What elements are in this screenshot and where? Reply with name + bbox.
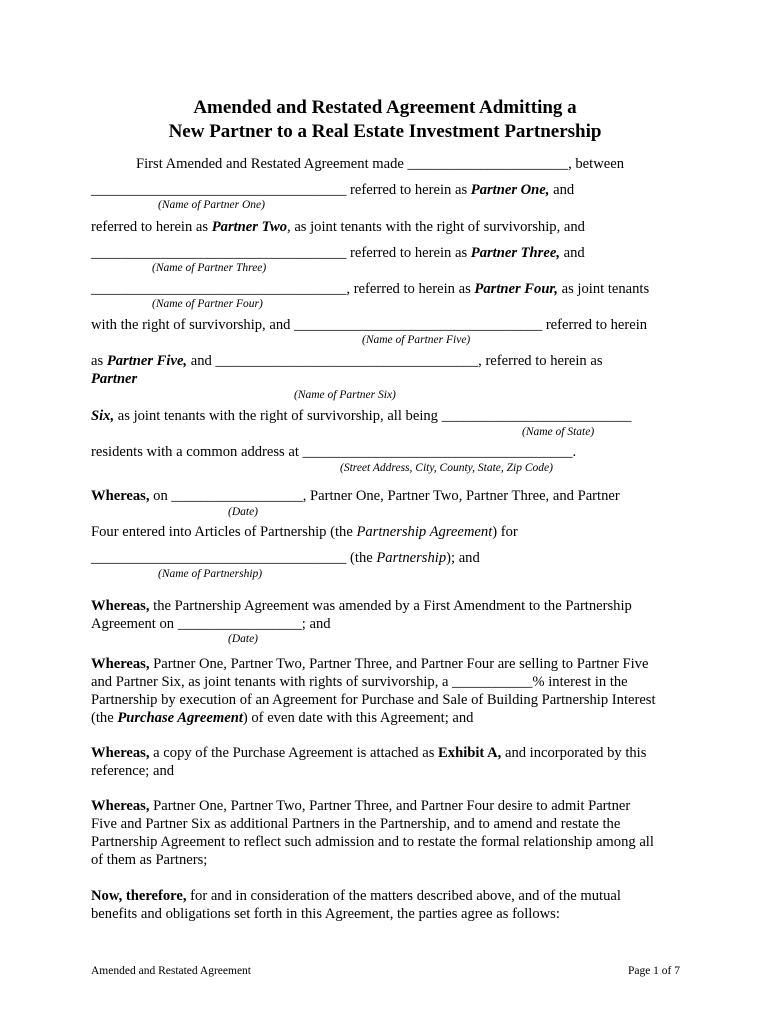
partner-three-blank: ___________________________________ <box>91 245 347 261</box>
whereas-3-line-3: Partnership by execution of an Agreement for Purchase and Sale of Building Partnership Interest <box>91 692 656 708</box>
now-therefore-line-2: benefits and obligations set forth in this Agreement, the parties agree as follows: <box>91 906 560 922</box>
whereas-5-line-1: Whereas, Partner One, Partner Two, Partner Three, and Partner Four desire to admit Partner <box>91 798 631 814</box>
partner-four-blank: ___________________________________ <box>91 281 347 297</box>
partner-six-caption: (Name of Partner Six) <box>294 389 396 401</box>
partner-five-term-line: as Partner Five, and ____________________________________, referred to herein as <box>91 353 603 369</box>
whereas-5-label: Whereas, <box>91 798 150 814</box>
partner-two-line: referred to herein as Partner Two, as joint tenants with the right of survivorship, and <box>91 219 585 235</box>
opening-line: First Amended and Restated Agreement made ______________________, between <box>136 156 624 172</box>
whereas-3-line-1: Whereas, Partner One, Partner Two, Partner Three, and Partner Four are selling to Partner Five <box>91 656 649 672</box>
partner-six-term: Six, <box>91 408 115 424</box>
whereas-2-line-2: Agreement on _________________; and <box>91 616 331 632</box>
partner-five-caption: (Name of Partner Five) <box>362 334 471 346</box>
address-blank: _____________________________________ <box>302 444 573 460</box>
partnership-term: Partnership <box>376 550 447 566</box>
partner-one-line: ___________________________________ referred to herein as Partner One, and <box>91 182 575 198</box>
whereas-2-line-1: Whereas, the Partnership Agreement was amended by a First Amendment to the Partnership <box>91 598 632 614</box>
footer-page-number: Page 1 of 7 <box>627 965 680 977</box>
partner-one-caption: (Name of Partner One) <box>158 199 265 211</box>
partner-two-term: Partner Two <box>211 219 288 235</box>
whereas-1-date-caption: (Date) <box>228 506 259 518</box>
partnership-name-blank: ___________________________________ <box>91 550 347 566</box>
address-caption: (Street Address, City, County, State, Zip Code) <box>340 462 553 474</box>
partner-three-term: Partner Three, <box>470 245 560 261</box>
partner-one-blank: ___________________________________ <box>91 182 347 198</box>
whereas-5-line-2: Five and Partner Six as additional Partners in the Partnership, and to amend and restate the <box>91 816 621 832</box>
now-therefore-line-1: Now, therefore, for and in consideration of the matters described above, and of the mutual <box>91 888 621 904</box>
whereas-3-label: Whereas, <box>91 656 150 672</box>
partner-four-term: Partner Four, <box>474 281 558 297</box>
partnership-agreement-term: Partnership Agreement <box>356 524 493 540</box>
whereas-4-label: Whereas, <box>91 745 150 761</box>
partner-one-term: Partner One, <box>470 182 550 198</box>
partner-three-caption: (Name of Partner Three) <box>152 262 267 274</box>
whereas-1-date-blank: __________________ <box>171 488 303 504</box>
now-therefore-label: Now, therefore, <box>91 888 187 904</box>
partner-word-line: Partner <box>91 371 138 387</box>
partner-six-line: Six, as joint tenants with the right of survivorship, all being __________________________ <box>91 408 632 424</box>
title-line-1: Amended and Restated Agreement Admitting a <box>193 97 577 118</box>
state-caption: (Name of State) <box>522 426 595 438</box>
residents-line: residents with a common address at _____________________________________. <box>91 444 577 460</box>
whereas-2-date-caption: (Date) <box>228 633 259 645</box>
title-line-2: New Partner to a Real Estate Investment Partnership <box>168 121 602 142</box>
partner-five-line: with the right of survivorship, and __________________________________ referred to herein <box>91 317 648 333</box>
footer-title: Amended and Restated Agreement <box>91 965 251 977</box>
whereas-5-line-3: Partnership Agreement to reflect such admission and to restate the formal relationship among all <box>91 834 654 850</box>
partner-five-blank: __________________________________ <box>294 317 543 333</box>
state-blank: __________________________ <box>441 408 632 424</box>
whereas-2-label: Whereas, <box>91 598 150 614</box>
purchase-agreement-term: Purchase Agreement <box>117 710 243 726</box>
whereas-1-line-3: ___________________________________ (the Partnership); and <box>91 550 480 566</box>
whereas-3-line-2: and Partner Six, as joint tenants with rights of survivorship, a ___________% interest in the <box>91 674 628 690</box>
partnership-caption: (Name of Partnership) <box>158 568 263 580</box>
whereas-3-line-4: (the Purchase Agreement) of even date with this Agreement; and <box>91 710 474 726</box>
whereas-4-line-2: reference; and <box>91 763 175 779</box>
whereas-1-label: Whereas, <box>91 488 150 504</box>
whereas-5-line-4: of them as Partners; <box>91 852 208 868</box>
partner-four-line: ___________________________________, referred to herein as Partner Four, as joint tenants <box>91 281 650 297</box>
whereas-1-line-1: Whereas, on __________________, Partner One, Partner Two, Partner Three, and Partner <box>91 488 620 504</box>
partner-six-blank: ____________________________________ <box>215 353 479 369</box>
partner-four-caption: (Name of Partner Four) <box>152 298 263 310</box>
partner-five-term: Partner Five, <box>106 353 188 369</box>
partner-three-line: ___________________________________ referred to herein as Partner Three, and <box>91 245 585 261</box>
exhibit-a-term: Exhibit A, <box>438 745 502 761</box>
whereas-1-line-2: Four entered into Articles of Partnership (the Partnership Agreement) for <box>91 524 518 540</box>
whereas-4-line-1: Whereas, a copy of the Purchase Agreement is attached as Exhibit A, and incorporated by this <box>91 745 647 761</box>
